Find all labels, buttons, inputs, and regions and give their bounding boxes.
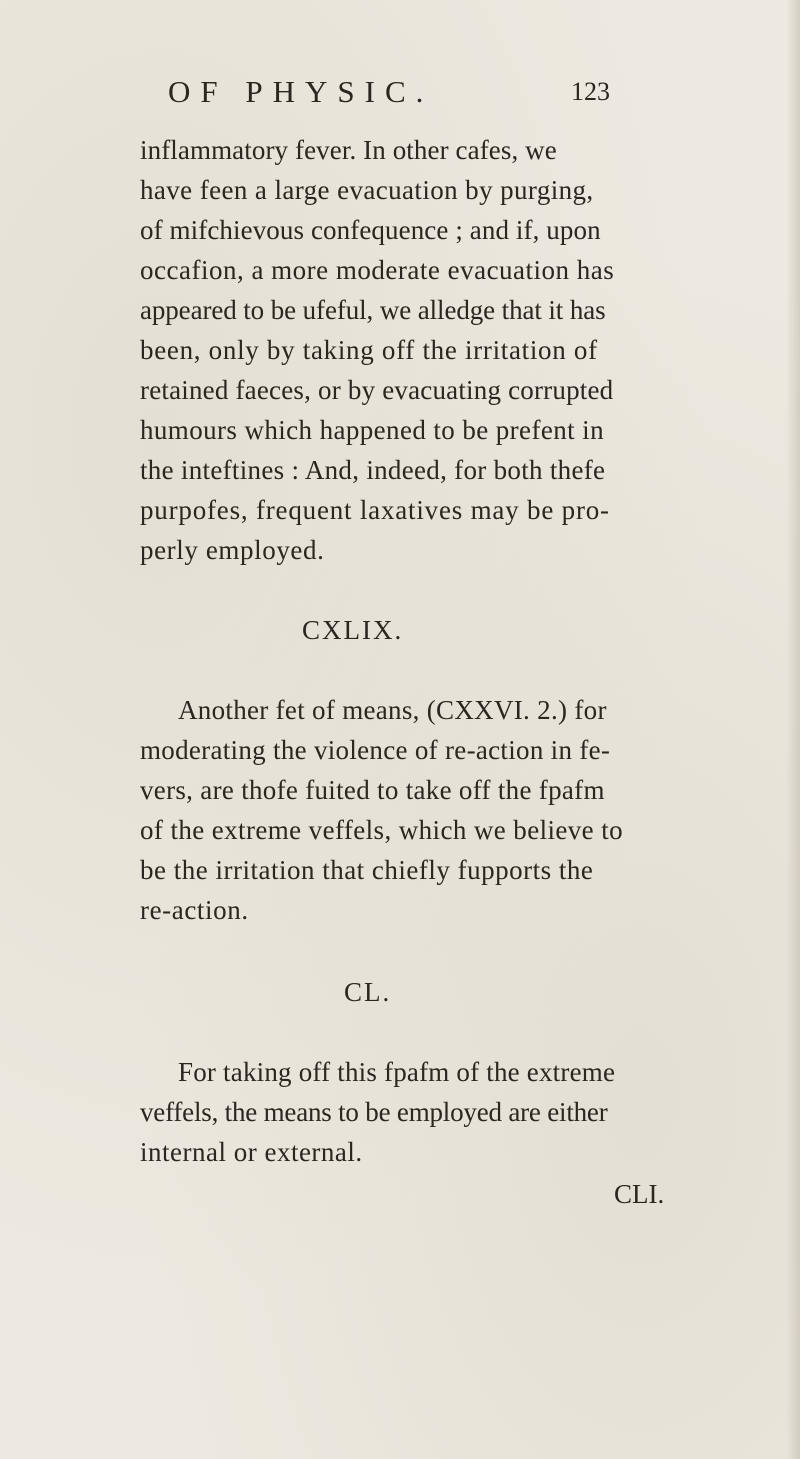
text-line: veffels, the means to be employed are either [140, 1097, 608, 1127]
page-header [168, 74, 668, 114]
running-head: OF PHYSIC. [168, 74, 434, 109]
text-line: been, only by taking off the irritation of [140, 335, 598, 365]
page-edge-shadow [786, 0, 800, 1459]
text-line: occafion, a more moderate evacuation has [140, 255, 615, 285]
text-line: humours which happened to be prefent in [140, 415, 604, 445]
text-line: Another fet of means, (CXXVI. 2.) for [178, 695, 607, 725]
text-line: of mifchievous confequence ; and if, upon [140, 215, 601, 245]
section-heading: CXLIX. [302, 615, 404, 645]
text-line: inflammatory fever. In other cafes, we [140, 135, 557, 165]
text-line: appeared to be ufeful, we alledge that it has [140, 295, 606, 325]
text-line: internal or external. [140, 1137, 363, 1167]
text-line: the inteftines : And, indeed, for both thefe [140, 455, 606, 485]
text-line: have feen a large evacuation by purging, [140, 175, 594, 205]
text-line: purpofes, frequent laxatives may be pro- [140, 495, 610, 525]
text-line: moderating the violence of re-action in fe- [140, 735, 611, 765]
text-line: retained faeces, or by evacuating corrupted [140, 375, 614, 405]
text-line: be the irritation that chiefly fupports the [140, 855, 594, 885]
text-line: of the extreme veffels, which we believe to [140, 815, 624, 845]
text-line: vers, are thofe fuited to take off the fpafm [140, 775, 605, 805]
text-line: re-action. [140, 895, 249, 925]
page-number: 123 [571, 77, 610, 106]
text-line: For taking off this fpafm of the extreme [178, 1057, 616, 1087]
catchword: CLI. [614, 1179, 665, 1209]
section-heading: CL. [344, 977, 392, 1007]
text-line: perly employed. [140, 535, 325, 565]
